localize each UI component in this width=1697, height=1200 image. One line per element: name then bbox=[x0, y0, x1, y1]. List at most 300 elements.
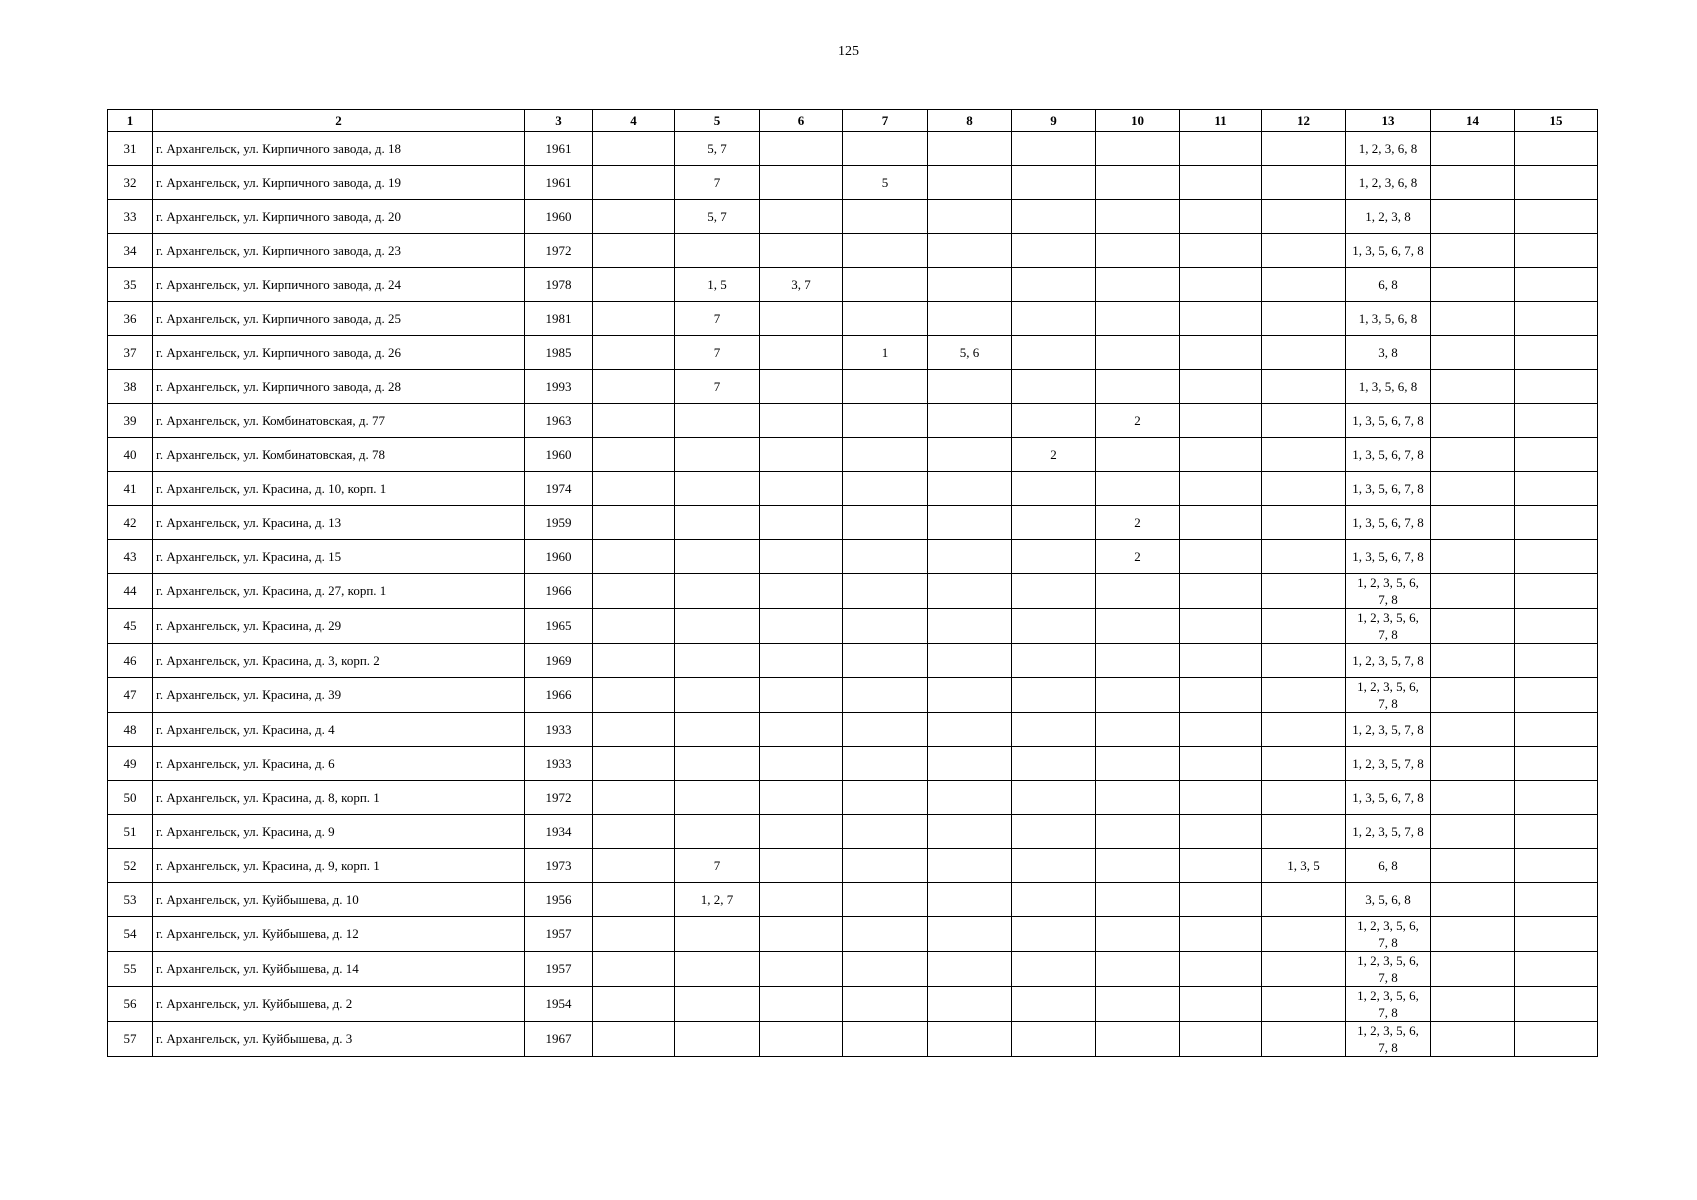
year-cell: 1934 bbox=[525, 815, 593, 849]
col-9-cell: 2 bbox=[1012, 438, 1096, 472]
col-15-cell bbox=[1515, 438, 1598, 472]
col-14-cell bbox=[1431, 987, 1515, 1022]
col-6-cell bbox=[760, 644, 843, 678]
col-14-cell bbox=[1431, 302, 1515, 336]
col-14-cell bbox=[1431, 200, 1515, 234]
col-12-cell bbox=[1262, 336, 1346, 370]
col-15-cell bbox=[1515, 609, 1598, 644]
col-9-cell bbox=[1012, 952, 1096, 987]
col-6-cell bbox=[760, 540, 843, 574]
cell-text: 1, 2, 3, 5, 6, 7, 8 bbox=[1357, 918, 1419, 950]
col-5-cell bbox=[675, 472, 760, 506]
col-7-cell bbox=[843, 472, 928, 506]
col-8-cell bbox=[928, 849, 1012, 883]
year-cell: 1961 bbox=[525, 166, 593, 200]
col-12-cell bbox=[1262, 574, 1346, 609]
col-8-cell bbox=[928, 302, 1012, 336]
col-14-cell bbox=[1431, 268, 1515, 302]
column-header-12: 12 bbox=[1262, 110, 1346, 132]
col-14-cell bbox=[1431, 609, 1515, 644]
col-14-cell bbox=[1431, 747, 1515, 781]
col-9-cell bbox=[1012, 370, 1096, 404]
col-15-cell bbox=[1515, 849, 1598, 883]
col-4-cell bbox=[593, 917, 675, 952]
col-13-cell bbox=[1346, 1022, 1431, 1057]
col-11-cell bbox=[1180, 952, 1262, 987]
col-15-cell bbox=[1515, 370, 1598, 404]
col-4-cell bbox=[593, 200, 675, 234]
col-12-cell bbox=[1262, 234, 1346, 268]
address-cell: г. Архангельск, ул. Кирпичного завода, д. 28 bbox=[153, 370, 525, 404]
col-11-cell bbox=[1180, 713, 1262, 747]
col-13-cell bbox=[1346, 438, 1431, 472]
year-cell: 1978 bbox=[525, 268, 593, 302]
col-10-cell bbox=[1096, 268, 1180, 302]
col-13-cell bbox=[1346, 404, 1431, 438]
col-10-cell bbox=[1096, 234, 1180, 268]
col-14-cell bbox=[1431, 781, 1515, 815]
col-8-cell bbox=[928, 747, 1012, 781]
col-13-cell: 3, 5, 6, 8 bbox=[1346, 883, 1431, 917]
col-10-cell bbox=[1096, 609, 1180, 644]
col-15-cell bbox=[1515, 883, 1598, 917]
col-7-cell bbox=[843, 815, 928, 849]
col-6-cell bbox=[760, 438, 843, 472]
col-8-cell bbox=[928, 987, 1012, 1022]
col-13-cell bbox=[1346, 747, 1431, 781]
col-7-cell bbox=[843, 540, 928, 574]
col-10-cell bbox=[1096, 472, 1180, 506]
cell-text: 1, 2, 3, 5, 7, 8 bbox=[1352, 824, 1424, 839]
col-4-cell bbox=[593, 678, 675, 713]
cell-text: 1, 2, 3, 5, 6, 7, 8 bbox=[1357, 679, 1419, 711]
col-10-cell bbox=[1096, 781, 1180, 815]
cell-text: 1, 3, 5, 6, 7, 8 bbox=[1352, 447, 1424, 462]
col-11-cell bbox=[1180, 917, 1262, 952]
col-14-cell bbox=[1431, 644, 1515, 678]
col-14-cell bbox=[1431, 815, 1515, 849]
col-6-cell bbox=[760, 472, 843, 506]
col-8-cell bbox=[928, 132, 1012, 166]
address-cell: г. Архангельск, ул. Кирпичного завода, д. 23 bbox=[153, 234, 525, 268]
col-15-cell bbox=[1515, 166, 1598, 200]
year-cell: 1959 bbox=[525, 506, 593, 540]
table-row bbox=[108, 713, 1598, 747]
col-8-cell bbox=[928, 438, 1012, 472]
col-5-cell: 5, 7 bbox=[675, 200, 760, 234]
col-5-cell: 7 bbox=[675, 302, 760, 336]
year-cell: 1972 bbox=[525, 234, 593, 268]
col-9-cell bbox=[1012, 336, 1096, 370]
col-9-cell bbox=[1012, 781, 1096, 815]
col-12-cell bbox=[1262, 438, 1346, 472]
row-number-cell: 35 bbox=[108, 268, 153, 302]
year-cell: 1956 bbox=[525, 883, 593, 917]
col-12-cell bbox=[1262, 370, 1346, 404]
col-8-cell bbox=[928, 200, 1012, 234]
address-cell: г. Архангельск, ул. Куйбышева, д. 3 bbox=[153, 1022, 525, 1057]
row-number-cell: 36 bbox=[108, 302, 153, 336]
col-4-cell bbox=[593, 713, 675, 747]
row-number-cell: 57 bbox=[108, 1022, 153, 1057]
col-11-cell bbox=[1180, 540, 1262, 574]
col-10-cell bbox=[1096, 166, 1180, 200]
col-4-cell bbox=[593, 302, 675, 336]
col-15-cell bbox=[1515, 987, 1598, 1022]
col-10-cell: 2 bbox=[1096, 506, 1180, 540]
col-8-cell bbox=[928, 404, 1012, 438]
row-number-cell: 31 bbox=[108, 132, 153, 166]
col-6-cell bbox=[760, 781, 843, 815]
cell-text: 1, 3, 5, 6, 7, 8 bbox=[1352, 481, 1424, 496]
col-7-cell bbox=[843, 952, 928, 987]
col-12-cell bbox=[1262, 540, 1346, 574]
col-12-cell bbox=[1262, 781, 1346, 815]
address-cell: г. Архангельск, ул. Кирпичного завода, д. 26 bbox=[153, 336, 525, 370]
col-9-cell bbox=[1012, 472, 1096, 506]
col-10-cell bbox=[1096, 747, 1180, 781]
col-5-cell bbox=[675, 815, 760, 849]
col-5-cell: 1, 5 bbox=[675, 268, 760, 302]
table-row bbox=[108, 747, 1598, 781]
col-8-cell bbox=[928, 1022, 1012, 1057]
col-11-cell bbox=[1180, 268, 1262, 302]
address-cell: г. Архангельск, ул. Красина, д. 4 bbox=[153, 713, 525, 747]
col-13-cell bbox=[1346, 540, 1431, 574]
row-number-cell: 41 bbox=[108, 472, 153, 506]
table-row bbox=[108, 166, 1598, 200]
col-13-cell: 1, 2, 3, 8 bbox=[1346, 200, 1431, 234]
col-13-cell bbox=[1346, 234, 1431, 268]
col-7-cell bbox=[843, 438, 928, 472]
table-row bbox=[108, 438, 1598, 472]
col-5-cell: 7 bbox=[675, 166, 760, 200]
table-row bbox=[108, 200, 1598, 234]
col-11-cell bbox=[1180, 234, 1262, 268]
col-12-cell bbox=[1262, 472, 1346, 506]
address-cell: г. Архангельск, ул. Комбинатовская, д. 78 bbox=[153, 438, 525, 472]
row-number-cell: 44 bbox=[108, 574, 153, 609]
col-15-cell bbox=[1515, 678, 1598, 713]
column-header-13: 13 bbox=[1346, 110, 1431, 132]
year-cell: 1993 bbox=[525, 370, 593, 404]
address-cell: г. Архангельск, ул. Кирпичного завода, д. 20 bbox=[153, 200, 525, 234]
address-cell: г. Архангельск, ул. Куйбышева, д. 14 bbox=[153, 952, 525, 987]
table-row bbox=[108, 302, 1598, 336]
col-14-cell bbox=[1431, 404, 1515, 438]
col-10-cell bbox=[1096, 574, 1180, 609]
address-cell: г. Архангельск, ул. Красина, д. 10, корп. 1 bbox=[153, 472, 525, 506]
col-14-cell bbox=[1431, 336, 1515, 370]
year-cell: 1969 bbox=[525, 644, 593, 678]
year-cell: 1972 bbox=[525, 781, 593, 815]
col-14-cell bbox=[1431, 166, 1515, 200]
table-row bbox=[108, 815, 1598, 849]
col-15-cell bbox=[1515, 234, 1598, 268]
col-6-cell bbox=[760, 574, 843, 609]
col-6-cell bbox=[760, 713, 843, 747]
col-6-cell bbox=[760, 166, 843, 200]
column-header-15: 15 bbox=[1515, 110, 1598, 132]
table-row bbox=[108, 370, 1598, 404]
col-7-cell bbox=[843, 678, 928, 713]
column-header-14: 14 bbox=[1431, 110, 1515, 132]
address-cell: г. Архангельск, ул. Красина, д. 27, корп. 1 bbox=[153, 574, 525, 609]
col-10-cell bbox=[1096, 952, 1180, 987]
col-8-cell bbox=[928, 370, 1012, 404]
cell-text: 1, 2, 3, 5, 6, 7, 8 bbox=[1357, 575, 1419, 607]
cell-text: 1, 2, 3, 5, 7, 8 bbox=[1352, 722, 1424, 737]
table-row bbox=[108, 574, 1598, 609]
col-8-cell bbox=[928, 166, 1012, 200]
address-cell: г. Архангельск, ул. Куйбышева, д. 2 bbox=[153, 987, 525, 1022]
column-header-1: 1 bbox=[108, 110, 153, 132]
col-15-cell bbox=[1515, 336, 1598, 370]
col-14-cell bbox=[1431, 849, 1515, 883]
table-row bbox=[108, 883, 1598, 917]
cell-text: 1, 3, 5, 6, 7, 8 bbox=[1352, 243, 1424, 258]
col-11-cell bbox=[1180, 472, 1262, 506]
year-cell: 1974 bbox=[525, 472, 593, 506]
col-12-cell bbox=[1262, 917, 1346, 952]
col-9-cell bbox=[1012, 540, 1096, 574]
row-number-cell: 45 bbox=[108, 609, 153, 644]
cell-text: 1, 3, 5, 6, 7, 8 bbox=[1352, 515, 1424, 530]
col-11-cell bbox=[1180, 132, 1262, 166]
col-6-cell bbox=[760, 234, 843, 268]
year-cell: 1963 bbox=[525, 404, 593, 438]
col-6-cell: 3, 7 bbox=[760, 268, 843, 302]
col-9-cell bbox=[1012, 166, 1096, 200]
table-row bbox=[108, 540, 1598, 574]
col-9-cell bbox=[1012, 1022, 1096, 1057]
col-7-cell bbox=[843, 370, 928, 404]
table-row bbox=[108, 644, 1598, 678]
col-14-cell bbox=[1431, 952, 1515, 987]
cell-text: 1, 2, 3, 5, 7, 8 bbox=[1352, 756, 1424, 771]
table-row bbox=[108, 132, 1598, 166]
table-row bbox=[108, 987, 1598, 1022]
col-15-cell bbox=[1515, 404, 1598, 438]
col-6-cell bbox=[760, 952, 843, 987]
cell-text: 1, 3, 5, 6, 7, 8 bbox=[1352, 549, 1424, 564]
col-9-cell bbox=[1012, 132, 1096, 166]
row-number-cell: 51 bbox=[108, 815, 153, 849]
col-14-cell bbox=[1431, 713, 1515, 747]
col-9-cell bbox=[1012, 678, 1096, 713]
col-8-cell bbox=[928, 574, 1012, 609]
row-number-cell: 37 bbox=[108, 336, 153, 370]
col-4-cell bbox=[593, 472, 675, 506]
col-12-cell bbox=[1262, 987, 1346, 1022]
year-cell: 1933 bbox=[525, 747, 593, 781]
col-4-cell bbox=[593, 952, 675, 987]
cell-text: 1, 3, 5, 6, 7, 8 bbox=[1352, 413, 1424, 428]
col-10-cell bbox=[1096, 132, 1180, 166]
col-10-cell: 2 bbox=[1096, 404, 1180, 438]
year-cell: 1960 bbox=[525, 438, 593, 472]
address-cell: г. Архангельск, ул. Куйбышева, д. 12 bbox=[153, 917, 525, 952]
col-8-cell bbox=[928, 781, 1012, 815]
col-5-cell bbox=[675, 438, 760, 472]
col-13-cell: 1, 2, 3, 6, 8 bbox=[1346, 132, 1431, 166]
col-11-cell bbox=[1180, 1022, 1262, 1057]
col-11-cell bbox=[1180, 336, 1262, 370]
col-9-cell bbox=[1012, 917, 1096, 952]
col-5-cell bbox=[675, 678, 760, 713]
col-5-cell bbox=[675, 747, 760, 781]
col-5-cell: 1, 2, 7 bbox=[675, 883, 760, 917]
col-12-cell bbox=[1262, 815, 1346, 849]
col-8-cell bbox=[928, 678, 1012, 713]
col-4-cell bbox=[593, 781, 675, 815]
col-4-cell bbox=[593, 747, 675, 781]
cell-text: 1, 2, 3, 5, 6, 7, 8 bbox=[1357, 953, 1419, 985]
col-12-cell bbox=[1262, 166, 1346, 200]
col-12-cell bbox=[1262, 506, 1346, 540]
table-row bbox=[108, 268, 1598, 302]
col-9-cell bbox=[1012, 713, 1096, 747]
row-number-cell: 43 bbox=[108, 540, 153, 574]
col-7-cell bbox=[843, 987, 928, 1022]
col-13-cell: 6, 8 bbox=[1346, 268, 1431, 302]
col-6-cell bbox=[760, 370, 843, 404]
col-7-cell bbox=[843, 574, 928, 609]
col-8-cell bbox=[928, 917, 1012, 952]
col-15-cell bbox=[1515, 1022, 1598, 1057]
col-9-cell bbox=[1012, 609, 1096, 644]
col-5-cell bbox=[675, 574, 760, 609]
row-number-cell: 47 bbox=[108, 678, 153, 713]
col-15-cell bbox=[1515, 200, 1598, 234]
col-4-cell bbox=[593, 609, 675, 644]
col-5-cell: 7 bbox=[675, 370, 760, 404]
year-cell: 1957 bbox=[525, 952, 593, 987]
row-number-cell: 52 bbox=[108, 849, 153, 883]
table-header-row bbox=[108, 110, 1598, 132]
col-5-cell bbox=[675, 540, 760, 574]
col-15-cell bbox=[1515, 917, 1598, 952]
col-14-cell bbox=[1431, 370, 1515, 404]
col-13-cell bbox=[1346, 781, 1431, 815]
col-6-cell bbox=[760, 404, 843, 438]
col-5-cell bbox=[675, 781, 760, 815]
address-cell: г. Архангельск, ул. Красина, д. 6 bbox=[153, 747, 525, 781]
col-6-cell bbox=[760, 506, 843, 540]
column-header-3: 3 bbox=[525, 110, 593, 132]
col-10-cell bbox=[1096, 370, 1180, 404]
column-header-6: 6 bbox=[760, 110, 843, 132]
col-12-cell bbox=[1262, 747, 1346, 781]
col-5-cell bbox=[675, 644, 760, 678]
col-11-cell bbox=[1180, 883, 1262, 917]
col-10-cell bbox=[1096, 883, 1180, 917]
col-10-cell bbox=[1096, 713, 1180, 747]
col-7-cell bbox=[843, 1022, 928, 1057]
col-15-cell bbox=[1515, 644, 1598, 678]
col-12-cell bbox=[1262, 200, 1346, 234]
col-12-cell bbox=[1262, 883, 1346, 917]
col-4-cell bbox=[593, 815, 675, 849]
col-13-cell: 1, 2, 3, 6, 8 bbox=[1346, 166, 1431, 200]
col-7-cell bbox=[843, 747, 928, 781]
column-header-11: 11 bbox=[1180, 110, 1262, 132]
col-14-cell bbox=[1431, 883, 1515, 917]
col-11-cell bbox=[1180, 815, 1262, 849]
year-cell: 1973 bbox=[525, 849, 593, 883]
col-6-cell bbox=[760, 200, 843, 234]
column-header-4: 4 bbox=[593, 110, 675, 132]
col-4-cell bbox=[593, 644, 675, 678]
address-cell: г. Архангельск, ул. Комбинатовская, д. 77 bbox=[153, 404, 525, 438]
col-12-cell bbox=[1262, 268, 1346, 302]
col-11-cell bbox=[1180, 200, 1262, 234]
col-11-cell bbox=[1180, 302, 1262, 336]
col-11-cell bbox=[1180, 506, 1262, 540]
col-9-cell bbox=[1012, 747, 1096, 781]
col-7-cell bbox=[843, 506, 928, 540]
col-10-cell bbox=[1096, 1022, 1180, 1057]
col-15-cell bbox=[1515, 540, 1598, 574]
col-5-cell bbox=[675, 1022, 760, 1057]
table-row bbox=[108, 1022, 1598, 1057]
row-number-cell: 50 bbox=[108, 781, 153, 815]
col-13-cell bbox=[1346, 713, 1431, 747]
col-11-cell bbox=[1180, 438, 1262, 472]
row-number-cell: 54 bbox=[108, 917, 153, 952]
col-11-cell bbox=[1180, 644, 1262, 678]
col-4-cell bbox=[593, 883, 675, 917]
col-12-cell bbox=[1262, 1022, 1346, 1057]
row-number-cell: 42 bbox=[108, 506, 153, 540]
page-number: 125 bbox=[838, 44, 859, 59]
year-cell: 1981 bbox=[525, 302, 593, 336]
address-cell: г. Архангельск, ул. Куйбышева, д. 10 bbox=[153, 883, 525, 917]
year-cell: 1967 bbox=[525, 1022, 593, 1057]
col-6-cell bbox=[760, 302, 843, 336]
col-14-cell bbox=[1431, 678, 1515, 713]
col-9-cell bbox=[1012, 883, 1096, 917]
col-10-cell bbox=[1096, 200, 1180, 234]
col-14-cell bbox=[1431, 472, 1515, 506]
year-cell: 1960 bbox=[525, 540, 593, 574]
col-12-cell bbox=[1262, 713, 1346, 747]
col-12-cell bbox=[1262, 132, 1346, 166]
col-10-cell bbox=[1096, 987, 1180, 1022]
row-number-cell: 32 bbox=[108, 166, 153, 200]
col-10-cell bbox=[1096, 849, 1180, 883]
col-10-cell bbox=[1096, 678, 1180, 713]
col-8-cell bbox=[928, 472, 1012, 506]
row-number-cell: 49 bbox=[108, 747, 153, 781]
row-number-cell: 38 bbox=[108, 370, 153, 404]
row-number-cell: 56 bbox=[108, 987, 153, 1022]
col-15-cell bbox=[1515, 574, 1598, 609]
col-15-cell bbox=[1515, 713, 1598, 747]
col-9-cell bbox=[1012, 574, 1096, 609]
col-15-cell bbox=[1515, 268, 1598, 302]
row-number-cell: 34 bbox=[108, 234, 153, 268]
col-12-cell bbox=[1262, 404, 1346, 438]
col-9-cell bbox=[1012, 644, 1096, 678]
year-cell: 1960 bbox=[525, 200, 593, 234]
address-cell: г. Архангельск, ул. Кирпичного завода, д. 18 bbox=[153, 132, 525, 166]
col-12-cell bbox=[1262, 302, 1346, 336]
col-13-cell bbox=[1346, 574, 1431, 609]
col-6-cell bbox=[760, 917, 843, 952]
table-row bbox=[108, 472, 1598, 506]
table-row bbox=[108, 336, 1598, 370]
